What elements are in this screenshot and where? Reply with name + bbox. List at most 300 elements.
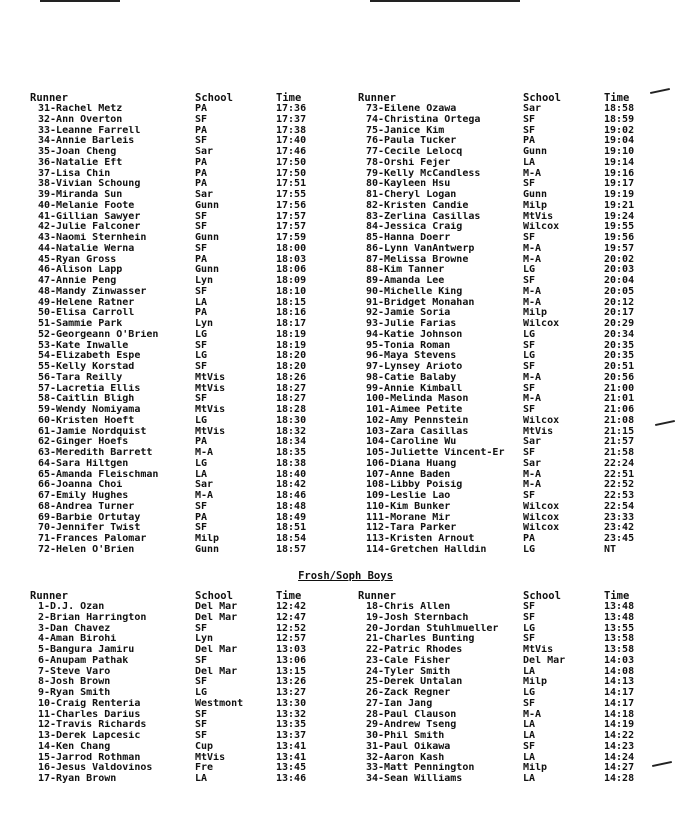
runner-name: 34-Annie Barleis <box>38 136 135 147</box>
runner-name: 106-Diana Huang <box>366 458 457 469</box>
result-row <box>358 491 658 502</box>
school: MtVis <box>195 426 226 437</box>
result-row <box>30 136 320 147</box>
result-row <box>358 341 658 352</box>
runner-name: 20-Jordan Stuhlmueller <box>366 623 499 634</box>
school: PA <box>523 534 536 544</box>
time: 18:54 <box>276 534 307 544</box>
school: Gunn <box>523 147 548 157</box>
result-row <box>30 233 320 244</box>
result-row <box>358 602 658 613</box>
runner-name: 101-Aimee Petite <box>366 405 463 415</box>
runner-column-header: Runner <box>30 590 68 602</box>
time: 13:41 <box>276 741 307 752</box>
runner-name: 62-Ginger Hoefs <box>38 437 129 448</box>
time: 20:03 <box>604 265 635 276</box>
result-row <box>358 753 658 764</box>
school: Lyn <box>195 634 214 645</box>
runner-name: 55-Kelly Korstad <box>38 362 135 372</box>
time: 20:02 <box>604 254 635 265</box>
result-row <box>30 104 320 115</box>
result-row <box>30 373 320 384</box>
school: SF <box>195 136 208 147</box>
runner-name: 84-Jessica Craig <box>366 222 463 233</box>
runner-name: 41-Gillian Sawyer <box>38 211 141 222</box>
runner-name: 74-Christina Ortega <box>366 114 481 125</box>
school: SF <box>195 114 208 125</box>
result-row <box>358 104 658 115</box>
time: 13:32 <box>276 709 307 720</box>
school: M-A <box>195 491 214 501</box>
school: Del Mar <box>195 612 238 623</box>
runner-name: 28-Paul Clauson <box>366 709 457 720</box>
time: 22:52 <box>604 480 635 491</box>
school: Del Mar <box>195 666 238 677</box>
result-row <box>30 634 320 645</box>
runner-name: 14-Ken Chang <box>38 741 111 752</box>
runner-name: 19-Josh Sternbach <box>366 612 469 623</box>
runner-name: 72-Helen O'Brien <box>38 544 135 555</box>
time: 21:00 <box>604 383 635 394</box>
school: MtVis <box>195 372 226 383</box>
runner-name: 97-Lynsey Arioto <box>366 362 463 372</box>
school: LG <box>523 329 536 340</box>
runner-name: 21-Charles Bunting <box>366 634 475 645</box>
time: 17:36 <box>276 104 307 114</box>
time: 18:19 <box>276 340 307 351</box>
time: 19:56 <box>604 233 635 243</box>
runner-name: 83-Zerlina Casillas <box>366 211 481 222</box>
time: 18:28 <box>276 405 307 415</box>
school: SF <box>195 655 208 666</box>
runner-name: 33-Leanne Farrell <box>38 125 141 136</box>
result-row <box>30 534 320 545</box>
school: Westmont <box>195 698 244 709</box>
runner-name: 4-Aman Birohi <box>38 634 117 645</box>
time: 14:17 <box>604 688 635 698</box>
runner-name: 35-Joan Cheng <box>38 147 117 157</box>
time: 22:24 <box>604 458 635 469</box>
result-row <box>30 384 320 395</box>
time: 18:46 <box>276 491 307 501</box>
time: 13:48 <box>604 612 635 623</box>
result-row <box>358 513 658 524</box>
school: LG <box>195 415 208 426</box>
runner-name: 75-Janice Kim <box>366 125 445 136</box>
time: 17:37 <box>276 114 307 125</box>
table-header <box>358 590 658 602</box>
result-row <box>358 265 658 276</box>
result-row <box>358 373 658 384</box>
result-row <box>358 115 658 126</box>
time: 17:59 <box>276 233 307 243</box>
runner-name: 34-Sean Williams <box>366 774 463 784</box>
school: SF <box>523 276 536 286</box>
school: Sar <box>523 437 542 448</box>
result-row <box>30 427 320 438</box>
result-row <box>358 126 658 137</box>
runner-name: 109-Leslie Lao <box>366 491 451 501</box>
runner-name: 37-Lisa Chin <box>38 168 111 179</box>
results-table-girls-right <box>358 92 658 556</box>
school: PA <box>195 125 208 136</box>
time-column-header: Time <box>276 92 302 104</box>
school: LA <box>523 720 536 731</box>
school: SF <box>195 243 208 254</box>
school: Wilcox <box>523 222 560 233</box>
runner-name: 32-Ann Overton <box>38 114 123 125</box>
school: M-A <box>195 448 214 458</box>
school: SF <box>195 286 208 297</box>
school: Lyn <box>195 276 214 286</box>
time-column-header: Time <box>276 590 302 602</box>
runner-name: 13-Derek Lapcesic <box>38 731 141 741</box>
school: SF <box>195 211 208 222</box>
time: 20:04 <box>604 276 635 286</box>
time: 18:48 <box>276 501 307 512</box>
school: LG <box>523 265 536 276</box>
school: Wilcox <box>523 501 560 512</box>
runner-name: 91-Bridget Monahan <box>366 297 475 308</box>
runner-name: 24-Tyler Smith <box>366 666 451 677</box>
result-row <box>30 158 320 169</box>
result-row <box>358 169 658 180</box>
runner-name: 108-Libby Poisig <box>366 480 463 491</box>
school: SF <box>523 405 536 415</box>
runner-name: 53-Kate Inwalle <box>38 340 129 351</box>
school: Del Mar <box>523 655 566 666</box>
time: 20:35 <box>604 351 635 362</box>
runner-name: 96-Maya Stevens <box>366 351 457 362</box>
runner-name: 16-Jesus Valdovinos <box>38 763 153 774</box>
runner-name: 15-Jarrod Rothman <box>38 752 141 763</box>
runner-column-header: Runner <box>358 92 396 104</box>
time: 20:51 <box>604 362 635 372</box>
runner-name: 71-Frances Palomar <box>38 534 147 544</box>
school: LG <box>195 688 208 698</box>
time: 19:16 <box>604 168 635 179</box>
result-row <box>30 362 320 373</box>
result-row <box>358 212 658 223</box>
school: MtVis <box>195 752 226 763</box>
time: 13:30 <box>276 698 307 709</box>
time: 19:24 <box>604 211 635 222</box>
runner-name: 110-Kim Bunker <box>366 501 451 512</box>
time: 21:57 <box>604 437 635 448</box>
school: Sar <box>195 190 214 200</box>
result-row <box>358 763 658 774</box>
time: 18:16 <box>276 308 307 319</box>
runner-name: 107-Anne Baden <box>366 469 451 480</box>
time: 19:10 <box>604 147 635 157</box>
school: SF <box>195 623 208 634</box>
result-row <box>358 545 658 556</box>
runner-name: 49-Helene Ratner <box>38 297 135 308</box>
school: SF <box>523 612 536 623</box>
school: MtVis <box>523 645 554 655</box>
time: 13:48 <box>604 602 635 612</box>
runner-name: 95-Tonia Roman <box>366 340 451 351</box>
school-column-header: School <box>195 590 233 602</box>
time-column-header: Time <box>604 92 630 104</box>
time: 21:58 <box>604 448 635 458</box>
time: 18:35 <box>276 448 307 458</box>
runner-name: 73-Eilene Ozawa <box>366 104 457 114</box>
result-row <box>30 613 320 624</box>
result-row <box>30 667 320 678</box>
result-row <box>358 448 658 459</box>
school: M-A <box>523 394 542 405</box>
time: 14:18 <box>604 709 635 720</box>
time: 22:53 <box>604 491 635 501</box>
result-row <box>30 645 320 656</box>
result-row <box>30 437 320 448</box>
school: LA <box>195 297 208 308</box>
time: 18:27 <box>276 394 307 405</box>
time: 17:55 <box>276 190 307 200</box>
school: M-A <box>523 469 542 480</box>
time: 17:56 <box>276 200 307 211</box>
time: 21:08 <box>604 415 635 426</box>
runner-name: 10-Craig Renteria <box>38 698 141 709</box>
result-row <box>358 319 658 330</box>
time: 13:26 <box>276 677 307 688</box>
school: SF <box>523 698 536 709</box>
school: PA <box>523 136 536 147</box>
result-row <box>30 513 320 524</box>
school: PA <box>195 179 208 190</box>
runner-name: 44-Natalie Werna <box>38 243 135 254</box>
time: 17:57 <box>276 211 307 222</box>
time: 13:03 <box>276 645 307 655</box>
runner-name: 6-Anupam Pathak <box>38 655 129 666</box>
result-row <box>30 742 320 753</box>
time: 20:35 <box>604 340 635 351</box>
result-row <box>30 774 320 785</box>
result-row <box>358 158 658 169</box>
school: M-A <box>523 168 542 179</box>
runner-name: 69-Barbie Ortutay <box>38 512 141 523</box>
result-row <box>358 437 658 448</box>
school-column-header: School <box>523 590 561 602</box>
runner-column-header: Runner <box>358 590 396 602</box>
runner-name: 27-Ian Jang <box>366 698 433 709</box>
time: 18:27 <box>276 383 307 394</box>
time: 19:02 <box>604 125 635 136</box>
time: 18:15 <box>276 297 307 308</box>
time: 19:57 <box>604 243 635 254</box>
result-row <box>358 394 658 405</box>
result-row <box>30 341 320 352</box>
time: 13:37 <box>276 731 307 741</box>
result-row <box>30 753 320 764</box>
runner-name: 85-Hanna Doerr <box>366 233 451 243</box>
result-row <box>358 688 658 699</box>
result-row <box>358 222 658 233</box>
result-row <box>30 190 320 201</box>
top-rule <box>370 0 520 2</box>
time: 22:54 <box>604 501 635 512</box>
result-row <box>358 480 658 491</box>
runner-name: 58-Caitlin Bligh <box>38 394 135 405</box>
time: 18:57 <box>276 544 307 555</box>
result-row <box>30 459 320 470</box>
result-row <box>358 677 658 688</box>
result-row <box>30 255 320 266</box>
time: 14:22 <box>604 731 635 741</box>
results-table-boys-left <box>30 590 320 785</box>
school: Gunn <box>195 233 220 243</box>
school: Gunn <box>195 544 220 555</box>
time: 12:57 <box>276 634 307 645</box>
time: 19:21 <box>604 200 635 211</box>
result-row <box>358 667 658 678</box>
runner-name: 25-Derek Untalan <box>366 677 463 688</box>
runner-name: 93-Julie Farias <box>366 319 457 329</box>
time: 13:45 <box>276 763 307 774</box>
runner-name: 60-Kristen Hoeft <box>38 415 135 426</box>
school: Milp <box>523 200 548 211</box>
time: 18:40 <box>276 469 307 480</box>
result-row <box>30 448 320 459</box>
result-row <box>30 308 320 319</box>
time: 21:01 <box>604 394 635 405</box>
result-row <box>358 147 658 158</box>
result-row <box>30 212 320 223</box>
runner-name: 30-Phil Smith <box>366 731 445 741</box>
time: 19:55 <box>604 222 635 233</box>
runner-name: 8-Josh Brown <box>38 677 111 688</box>
result-row <box>358 330 658 341</box>
time: 18:32 <box>276 426 307 437</box>
runner-name: 102-Amy Pennstein <box>366 415 469 426</box>
result-row <box>358 634 658 645</box>
school: M-A <box>523 480 542 491</box>
result-row <box>30 298 320 309</box>
result-row <box>30 179 320 190</box>
time: 12:42 <box>276 602 307 612</box>
time: 18:06 <box>276 265 307 276</box>
runner-name: 12-Travis Richards <box>38 720 147 731</box>
time: 21:06 <box>604 405 635 415</box>
school: Del Mar <box>195 602 238 612</box>
school: PA <box>195 512 208 523</box>
school: Sar <box>523 458 542 469</box>
runner-name: 114-Gretchen Halldin <box>366 544 487 555</box>
result-row <box>30 330 320 341</box>
school: Milp <box>523 308 548 319</box>
school: SF <box>195 394 208 405</box>
runner-name: 63-Meredith Barrett <box>38 448 153 458</box>
runner-name: 59-Wendy Nomiyama <box>38 405 141 415</box>
runner-name: 43-Naomi Sternhein <box>38 233 147 243</box>
time: 18:17 <box>276 319 307 329</box>
runner-name: 32-Aaron Kash <box>366 752 445 763</box>
result-row <box>358 774 658 785</box>
table-header <box>358 92 658 104</box>
school: SF <box>523 448 536 458</box>
runner-name: 103-Zara Casillas <box>366 426 469 437</box>
school: M-A <box>523 286 542 297</box>
result-row <box>358 362 658 373</box>
result-row <box>358 720 658 731</box>
runner-name: 87-Melissa Browne <box>366 254 469 265</box>
school: MtVis <box>523 211 554 222</box>
school: SF <box>195 677 208 688</box>
time: 20:34 <box>604 329 635 340</box>
school: LG <box>523 623 536 634</box>
school: Fre <box>195 763 214 774</box>
school: Gunn <box>195 265 220 276</box>
school: SF <box>523 114 536 125</box>
result-row <box>358 416 658 427</box>
school: Wilcox <box>523 415 560 426</box>
time: 19:19 <box>604 190 635 200</box>
school: M-A <box>523 709 542 720</box>
school: SF <box>195 501 208 512</box>
result-row <box>358 656 658 667</box>
time: 18:38 <box>276 458 307 469</box>
school: Wilcox <box>523 512 560 523</box>
time: 17:40 <box>276 136 307 147</box>
result-row <box>30 287 320 298</box>
runner-name: 100-Melinda Mason <box>366 394 469 405</box>
school: Gunn <box>523 190 548 200</box>
result-row <box>30 602 320 613</box>
school: LG <box>195 329 208 340</box>
runner-name: 46-Alison Lapp <box>38 265 123 276</box>
school: M-A <box>523 243 542 254</box>
time: 18:20 <box>276 362 307 372</box>
runner-name: 112-Tara Parker <box>366 523 457 534</box>
runner-name: 2-Brian Harrington <box>38 612 147 623</box>
time: 20:56 <box>604 372 635 383</box>
runner-name: 92-Jamie Soria <box>366 308 451 319</box>
result-row <box>30 731 320 742</box>
runner-name: 99-Annie Kimball <box>366 383 463 394</box>
school: LA <box>523 731 536 741</box>
school-column-header: School <box>195 92 233 104</box>
result-row <box>358 351 658 362</box>
result-row <box>358 731 658 742</box>
result-row <box>30 265 320 276</box>
runner-name: 3-Dan Chavez <box>38 623 111 634</box>
school: Wilcox <box>523 523 560 534</box>
time: 19:14 <box>604 157 635 168</box>
runner-name: 47-Annie Peng <box>38 276 117 286</box>
time: 13:06 <box>276 655 307 666</box>
school: Milp <box>195 534 220 544</box>
runner-name: 38-Vivian Schoung <box>38 179 141 190</box>
time: 18:49 <box>276 512 307 523</box>
runner-name: 52-Georgeann O'Brien <box>38 329 159 340</box>
time: 18:30 <box>276 415 307 426</box>
time: 17:46 <box>276 147 307 157</box>
school: Sar <box>195 480 214 491</box>
result-row <box>30 351 320 362</box>
time: 17:51 <box>276 179 307 190</box>
result-row <box>30 720 320 731</box>
school: LA <box>195 469 208 480</box>
runner-name: 51-Sammie Park <box>38 319 123 329</box>
time: 18:58 <box>604 104 635 114</box>
result-row <box>358 710 658 721</box>
result-row <box>30 710 320 721</box>
result-row <box>30 545 320 556</box>
time: 13:35 <box>276 720 307 731</box>
school: M-A <box>523 297 542 308</box>
time: 23:45 <box>604 534 635 544</box>
